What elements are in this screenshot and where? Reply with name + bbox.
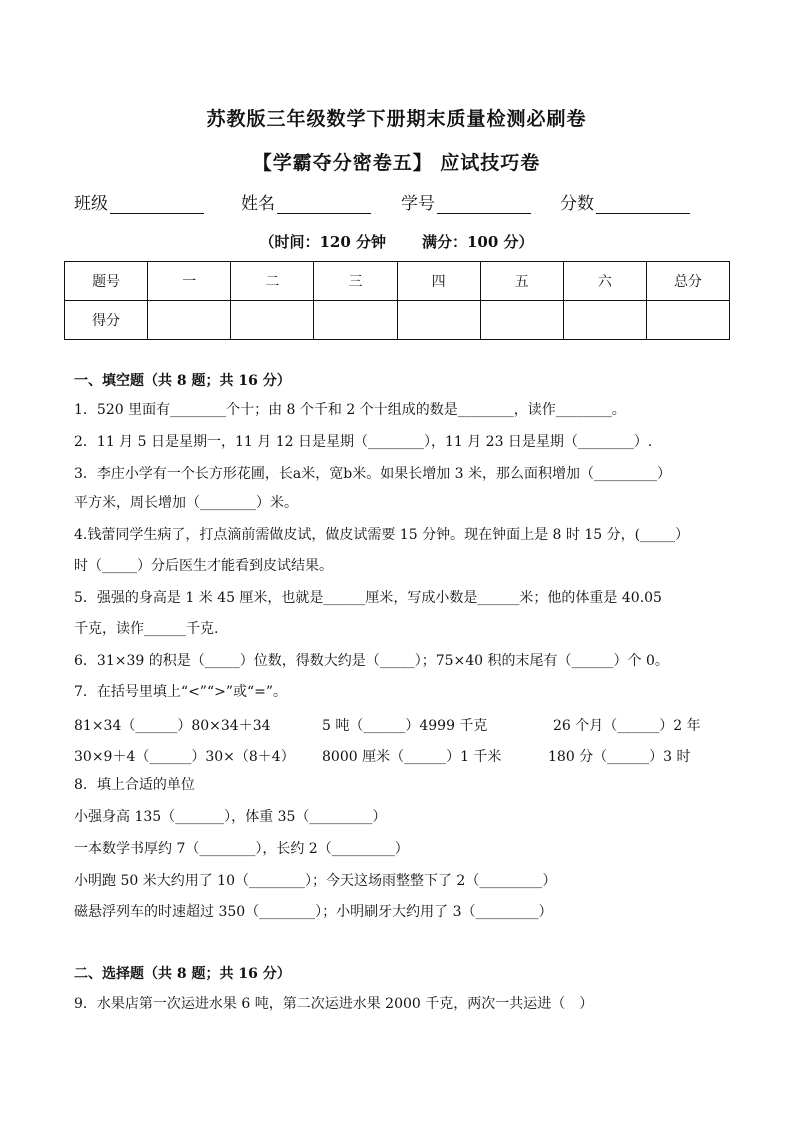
q7-item: 5 吨（______）4999 千克 (322, 718, 488, 734)
q7-item: 180 分（______）3 时 (548, 749, 691, 765)
table-header-cell: 题号 (65, 262, 148, 301)
question-8-line3: 小明跑 50 米大约用了 10（________）；今天这场雨整整下了 2（_________） (74, 873, 557, 889)
question-8: 8．填上合适的单位 (74, 777, 195, 793)
q7-item: 26 个月（______）2 年 (553, 718, 701, 734)
table-header-cell: 五 (480, 262, 563, 301)
name-field[interactable] (241, 189, 371, 214)
question-9: 9．水果店第一次运进水果 6 吨，第二次运进水果 2000 千克，两次一共运进（ ） (74, 996, 594, 1012)
section1-heading: 一、填空题（共 8 题；共 16 分） (74, 373, 291, 389)
score-cell[interactable] (314, 301, 397, 340)
table-header-cell: 六 (563, 262, 646, 301)
question-3-line1: 3．李庄小学有一个长方形花圃，长a米，宽b米。如果长增加 3 米，那么面积增加（_________） (74, 466, 672, 482)
page-title: 苏教版三年级数学下册期末质量检测必刷卷 (206, 108, 587, 130)
table-header-cell: 二 (231, 262, 314, 301)
q7-item: 81×34（______）80×34＋34 (74, 718, 271, 734)
score-cell[interactable] (563, 301, 646, 340)
question-3-line2: 平方米，周长增加（________）米。 (74, 495, 298, 511)
question-8-line4: 磁悬浮列车的时速超过 350（________）；小明刷牙大约用了 3（_________） (74, 904, 553, 920)
full-score: 满分：100 分） (422, 233, 534, 251)
page-subtitle: 【学霸夺分密卷五】 应试技巧卷 (252, 152, 541, 174)
class-field[interactable] (74, 189, 204, 214)
score-table-score-row (65, 301, 730, 340)
score-cell[interactable] (397, 301, 480, 340)
score-cell[interactable] (231, 301, 314, 340)
score-cell[interactable] (480, 301, 563, 340)
table-header-cell: 三 (314, 262, 397, 301)
time-limit: （时间：120 分钟 (259, 233, 386, 251)
score-field[interactable] (560, 189, 690, 214)
question-8-line2: 一本数学书厚约 7（________），长约 2（_________） (74, 841, 409, 857)
score-table (64, 261, 730, 340)
q7-item: 30×9＋4（______）30×（8＋4） (74, 749, 295, 765)
table-header-cell: 一 (148, 262, 231, 301)
score-cell[interactable] (646, 301, 729, 340)
score-table-header-row (65, 262, 730, 301)
score-label: 分数 (560, 194, 594, 214)
question-1: 1．520 里面有________个十；由 8 个千和 2 个十组成的数是________，读作________。 (74, 402, 626, 418)
exam-time-info (0, 231, 793, 252)
question-8-line1: 小强身高 135（_______），体重 35（_________） (74, 809, 387, 825)
question-2: 2．11 月 5 日是星期一，11 月 12 日是星期（________），11 月 23 日是星期（________）. (74, 434, 653, 450)
score-row-label: 得分 (65, 301, 148, 340)
student-id-label: 学号 (401, 194, 435, 214)
section2-heading: 二、选择题（共 8 题；共 16 分） (74, 966, 291, 982)
question-6: 6．31×39 的积是（_____）位数，得数大约是（_____）；75×40 积的末尾有（______）个 0。 (74, 653, 669, 669)
table-header-cell: 四 (397, 262, 480, 301)
score-cell[interactable] (148, 301, 231, 340)
name-label: 姓名 (241, 194, 275, 214)
q7-item: 8000 厘米（______）1 千米 (322, 749, 502, 765)
question-4-line2: 时（_____）分后医生才能看到皮试结果。 (74, 558, 333, 574)
student-id-field[interactable] (401, 189, 531, 214)
table-header-cell: 总分 (646, 262, 729, 301)
question-5-line2: 千克，读作______千克. (74, 621, 219, 637)
question-5-line1: 5．强强的身高是 1 米 45 厘米，也就是______厘米，写成小数是______米；他的体重是 40.05 (74, 590, 662, 606)
class-label: 班级 (74, 194, 108, 214)
question-7: 7．在括号里填上“<”“>”或“=”。 (74, 684, 288, 700)
question-4-line1: 4.钱蕾同学生病了，打点滴前需做皮试，做皮试需要 15 分钟。现在钟面上是 8 时 15 分，(_____） (74, 527, 690, 543)
